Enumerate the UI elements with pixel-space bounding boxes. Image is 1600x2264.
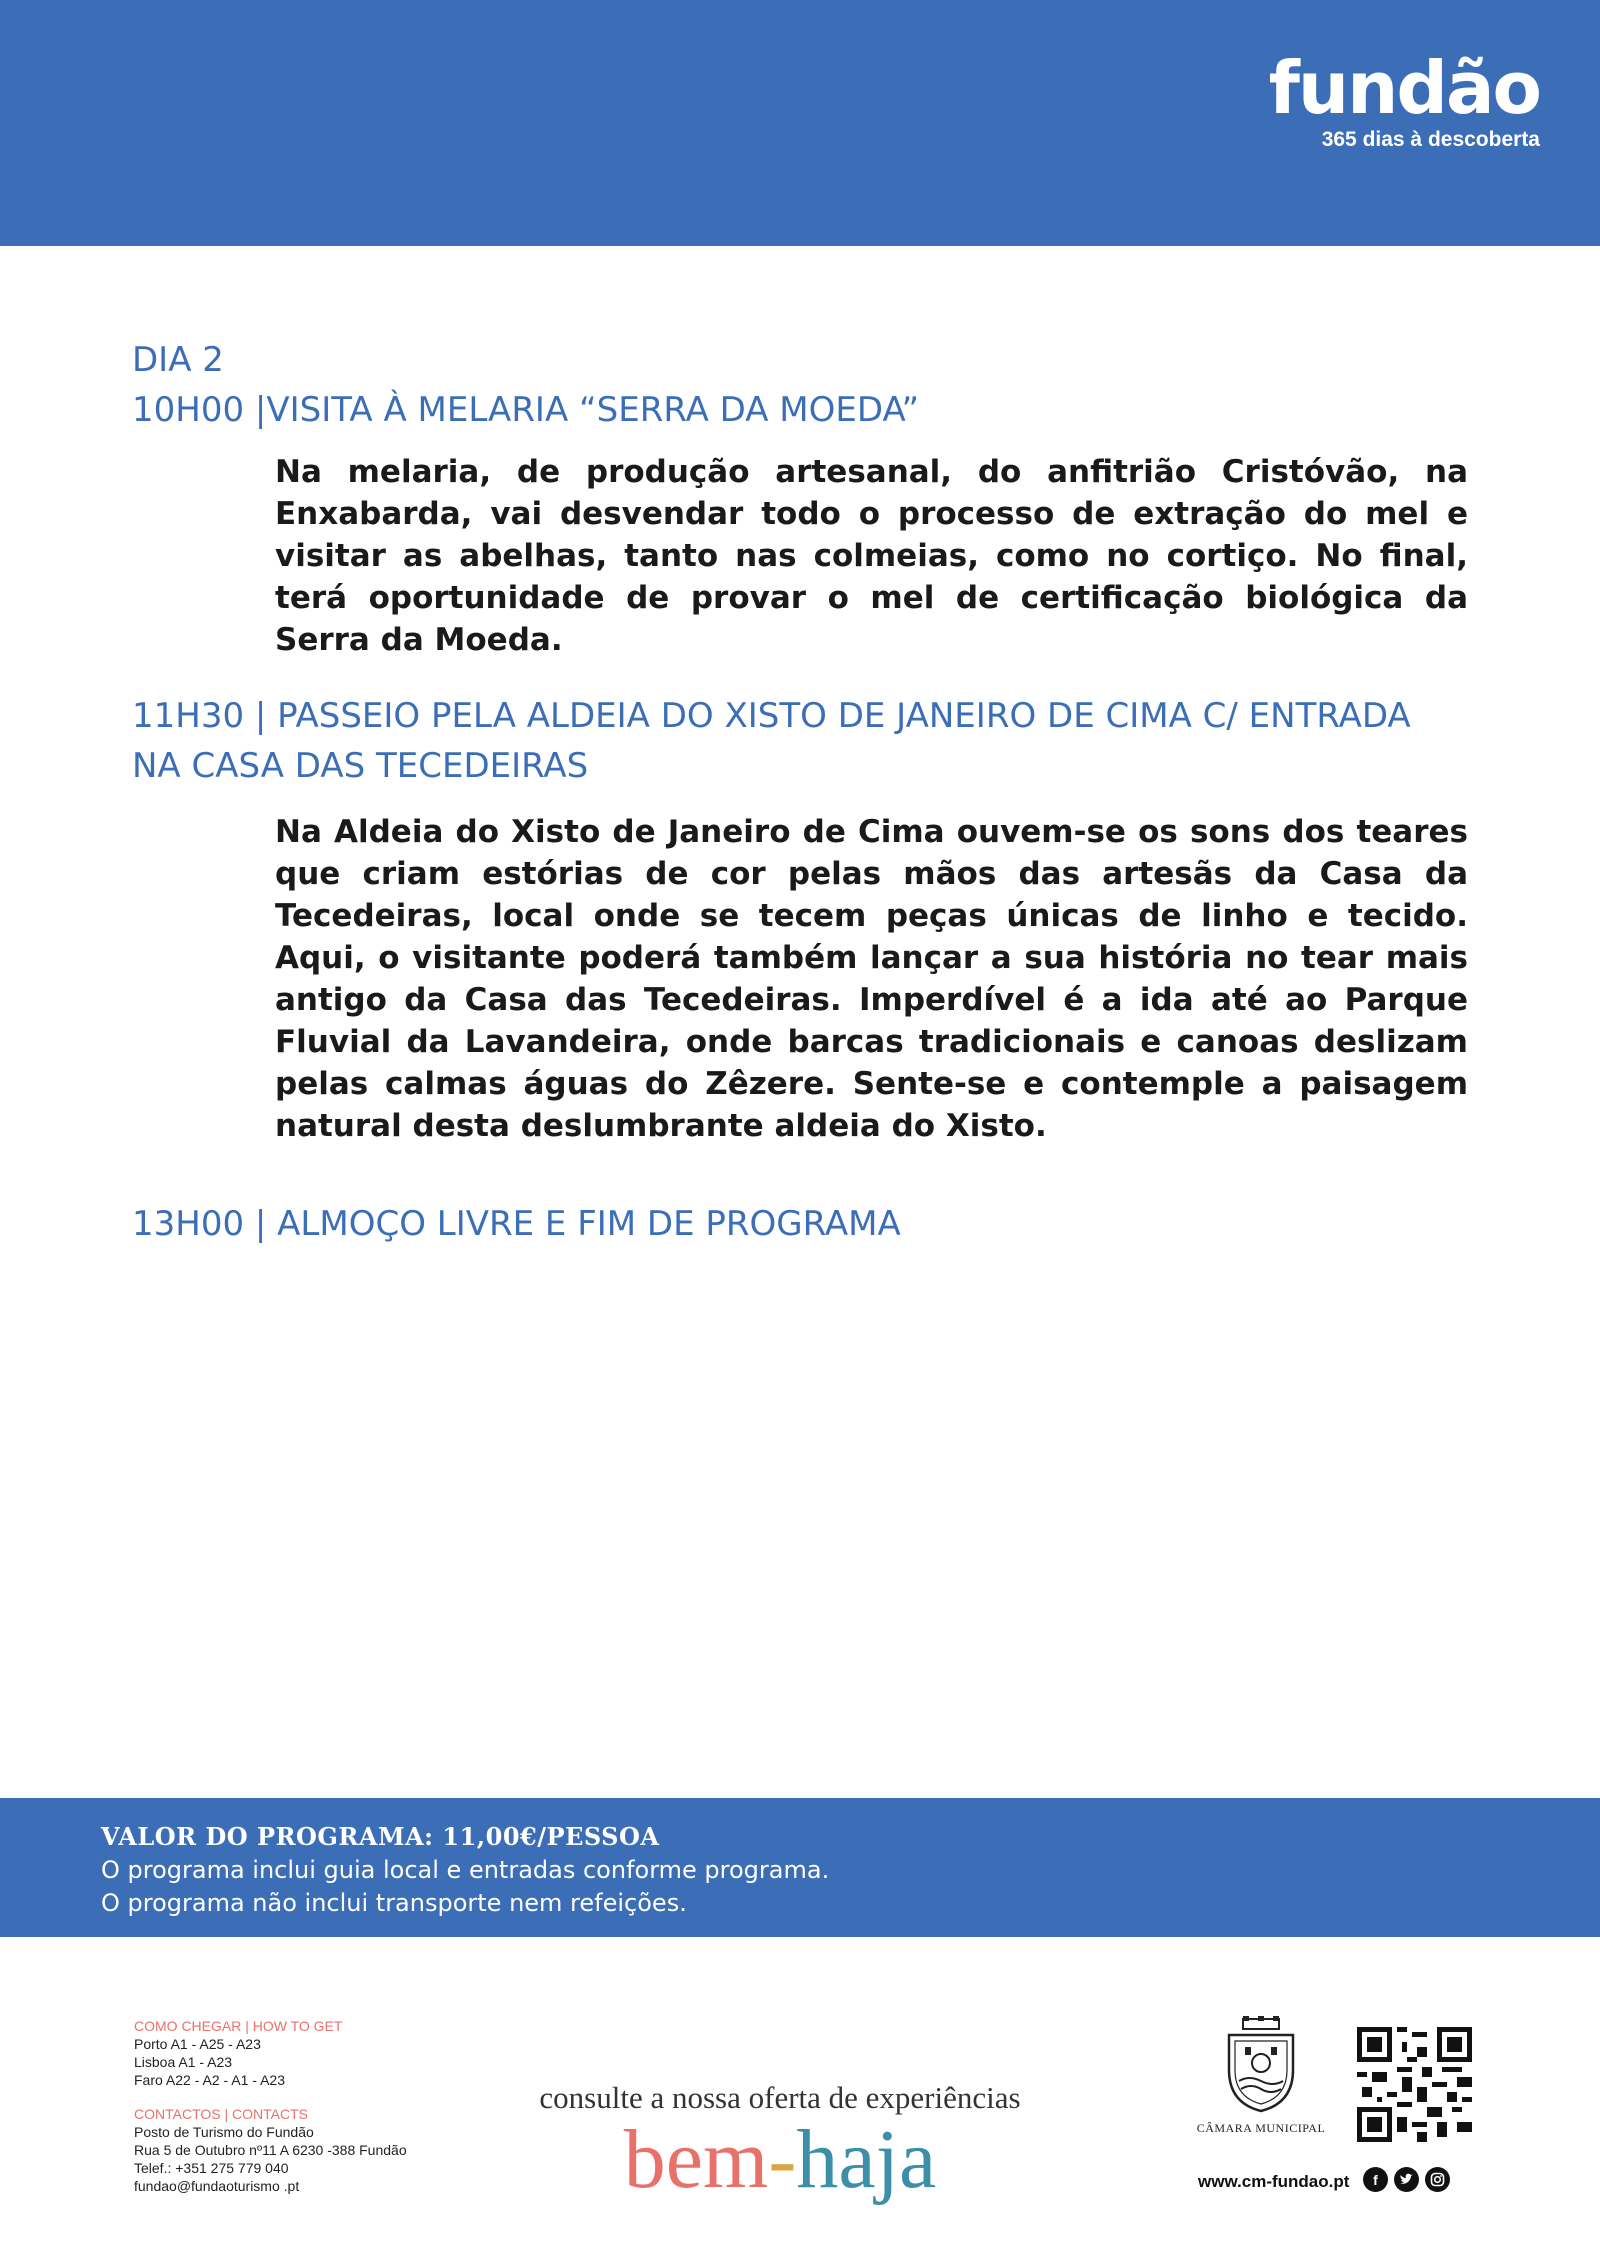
header-band — [0, 0, 1600, 246]
section-heading-2: 11H30 | PASSEIO PELA ALDEIA DO XISTO DE JANEIRO DE CIMA C/ ENTRADA NA CASA DAS TECEDEIRAS — [132, 696, 1411, 786]
instagram-icon[interactable] — [1425, 2167, 1450, 2192]
contacts-title: CONTACTOS | CONTACTS — [134, 2106, 308, 2122]
section-text-2: Na Aldeia do Xisto de Janeiro de Cima ouvem-se os sons dos teares que criam estórias de cor pelas mãos das artesãs da Casa da Tecedeiras, local onde se tecem peças únicas de linho e tecido. Aqui, o visitante poderá também lançar a sua história no tear mais antigo da Casa das Tecedeiras. Imperdível é a ida até ao Parque Fluvial da Lavandeira, onde barcas tradicionais e canoas deslizam pelas calmas águas do Zêzere. Sente-se e contemple a paisagem natural desta deslumbrante aldeia do Xisto. — [275, 814, 1468, 1144]
section-heading-3: 13H00 | ALMOÇO LIVRE E FIM DE PROGRAMA — [132, 1204, 901, 1244]
section-text-1: Na melaria, de produção artesanal, do anfitrião Cristóvão, na Enxabarda, vai desvendar todo o processo de extração do mel e visitar as abelhas, tanto nas colmeias, como no cortiço. No final, terá oportunidade de provar o mel de certificação biológica da Serra da Moeda. — [275, 454, 1468, 658]
consulte-text: consulte a nossa oferta de experiências — [539, 2080, 1021, 2115]
logo-wordmark: fundão — [1268, 46, 1540, 130]
contact-email[interactable]: fundao@fundaoturismo .pt — [134, 2178, 300, 2194]
municipal-crest — [1196, 2015, 1326, 2136]
bem-haja-dash: - — [768, 2113, 797, 2206]
program-value-band — [0, 1798, 1600, 1937]
value-excludes: O programa não inclui transporte nem refeições. — [101, 1889, 687, 1917]
value-title: VALOR DO PROGRAMA: 11,00€/PESSOA — [101, 1822, 660, 1851]
route-item: Porto A1 - A25 - A23 — [134, 2036, 261, 2052]
bem-word: bem — [623, 2113, 769, 2206]
social-links — [1363, 2167, 1450, 2192]
haja-word: haja — [796, 2113, 937, 2206]
contact-phone[interactable]: Telef.: +351 275 779 040 — [134, 2160, 289, 2176]
website-link[interactable]: www.cm-fundao.pt — [1198, 2172, 1350, 2191]
bem-haja-logo[interactable] — [505, 2113, 1055, 2206]
facebook-icon[interactable]: f — [1363, 2167, 1388, 2192]
crest-icon — [1221, 2015, 1301, 2115]
qr-code-icon[interactable] — [1357, 2027, 1472, 2142]
contact-address: Rua 5 de Outubro nº11 A 6230 -388 Fundão — [134, 2142, 407, 2158]
day-title: DIA 2 — [132, 340, 224, 380]
twitter-icon[interactable] — [1394, 2167, 1419, 2192]
logo-tagline: 365 dias à descoberta — [1321, 128, 1540, 151]
how-to-get-title: COMO CHEGAR | HOW TO GET — [134, 2018, 343, 2034]
footer-info — [134, 2017, 407, 2195]
crest-label: CÂMARA MUNICIPAL — [1196, 2121, 1326, 2135]
contact-item: Posto de Turismo do Fundão — [134, 2124, 314, 2140]
section-heading-1: 10H00 |VISITA À MELARIA “SERRA DA MOEDA” — [132, 390, 920, 430]
program-content — [132, 335, 1468, 1249]
fundao-logo[interactable] — [1240, 46, 1540, 152]
route-item: Lisboa A1 - A23 — [134, 2054, 233, 2070]
route-item: Faro A22 - A2 - A1 - A23 — [134, 2072, 285, 2088]
value-includes: O programa inclui guia local e entradas conforme programa. — [101, 1856, 830, 1884]
